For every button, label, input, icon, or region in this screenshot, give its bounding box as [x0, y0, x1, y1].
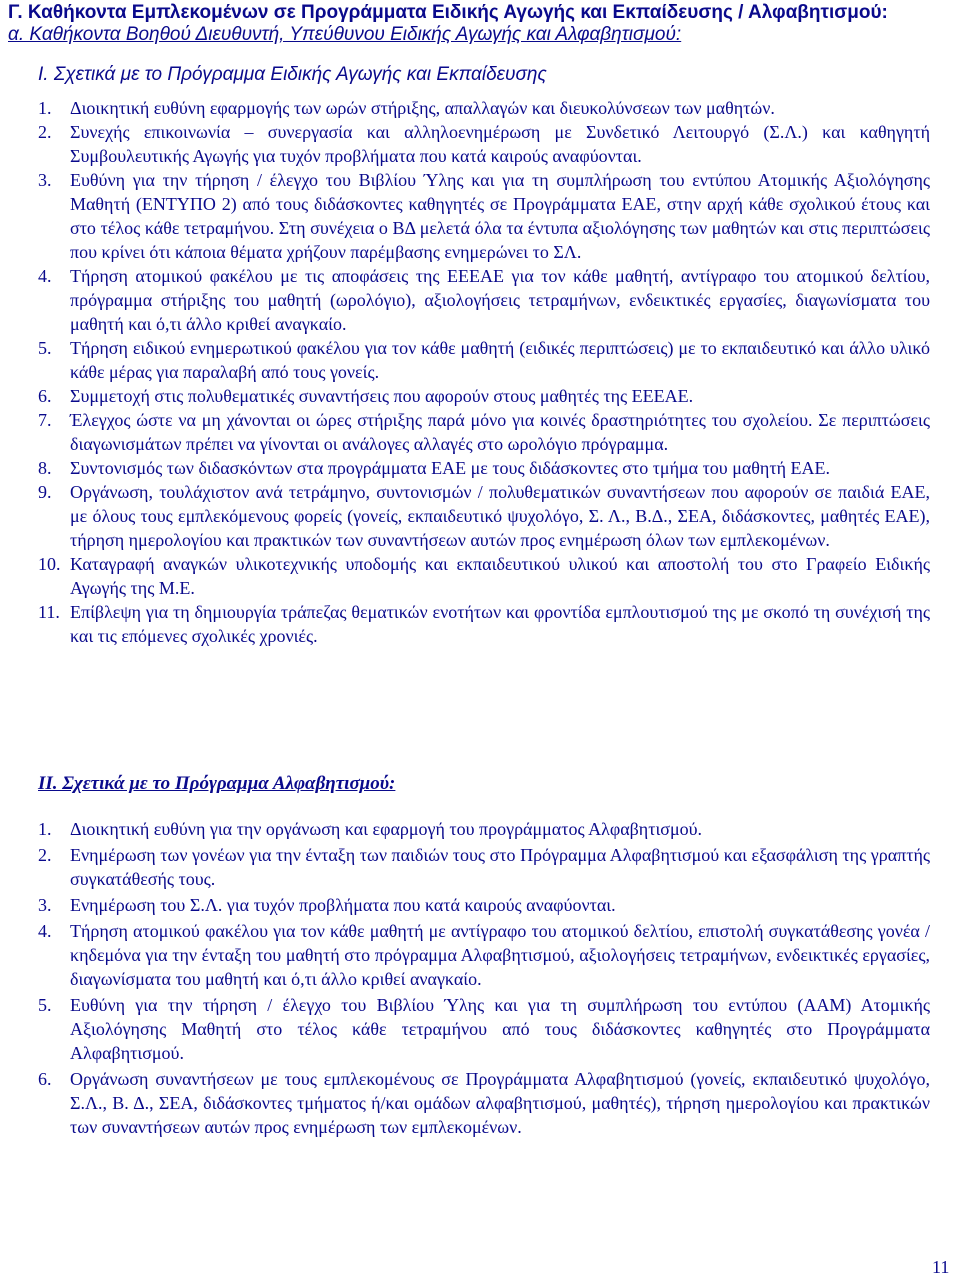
list-item-text: Οργάνωση συναντήσεων με τους εμπλεκομένους σε Προγράμματα Αλφαβητισμού (γονείς, εκπαιδευτικό ψυχολόγο, Σ.Λ., Β. Δ., ΣΕΑ, διδάσκοντες τμήματος ή/και ομάδων αλφαβητισμού, μαθητές), τήρηση ημερολογίου και πρακτικών των συναντήσεων αυτών προς ενημέρωση των εμπλεκομένων. [70, 1069, 930, 1137]
list-item-text: Καταγραφή αναγκών υλικοτεχνικής υποδομής και εκπαιδευτικού υλικού και αποστολή του στο Γραφείο Ειδικής Αγωγής της Μ.Ε. [70, 554, 930, 598]
list-item-text: Συντονισμός των διδασκόντων στα προγράμματα ΕΑΕ με τους διδάσκοντες στο τμήμα του μαθητή ΕΑΕ. [70, 458, 830, 478]
list-item-number: 1. [38, 819, 52, 839]
list-item-number: 7. [38, 410, 52, 430]
list-item-text: Διοικητική ευθύνη εφαρμογής των ωρών στήριξης, απαλλαγών και διευκολύνσεων των μαθητών. [70, 98, 775, 118]
list-item-number: 2. [38, 845, 52, 865]
list-item-text: Επίβλεψη για τη δημιουργία τράπεζας θεματικών ενοτήτων και φροντίδα εμπλουτισμού της με σκοπό τη συνέχισή της και τις επόμενες σχολικές χρονιές. [70, 602, 930, 646]
list-item [38, 1067, 930, 1139]
list-item [38, 843, 930, 891]
list-item [38, 480, 930, 552]
list-item [38, 993, 930, 1065]
list-item-number: 3. [38, 895, 52, 915]
list-item-number: 10. [38, 554, 61, 574]
list-item [38, 893, 930, 917]
list-item [38, 384, 930, 408]
list-item [38, 456, 930, 480]
list-item-number: 1. [38, 98, 52, 118]
list-item [38, 408, 930, 456]
section-heading-special-education: Ι. Σχετικά με το Πρόγραμμα Ειδικής Αγωγής και Εκπαίδευσης [38, 64, 547, 85]
list-item [38, 336, 930, 384]
list-item [38, 168, 930, 264]
list-item-number: 6. [38, 386, 52, 406]
list-item-number: 9. [38, 482, 52, 502]
list-item-text: Διοικητική ευθύνη για την οργάνωση και εφαρμογή του προγράμματος Αλφαβητισμού. [70, 819, 703, 839]
list-item [38, 919, 930, 991]
list-item [38, 817, 930, 841]
list-item-number: 2. [38, 122, 52, 142]
document-title: Γ. Καθήκοντα Εμπλεκομένων σε Προγράμματα Ειδικής Αγωγής και Εκπαίδευσης / Αλφαβητισμού: [8, 2, 888, 23]
list-item-text: Τήρηση ειδικού ενημερωτικού φακέλου για τον κάθε μαθητή (ειδικές περιπτώσεις) με το εκπαιδευτικό και άλλο υλικό κάθε μέρας για παραλαβή από τους γονείς. [70, 338, 930, 382]
list-item-number: 11. [38, 602, 60, 622]
literacy-duties-list [38, 817, 930, 1141]
list-item-text: Ευθύνη για την τήρηση / έλεγχο του Βιβλίου Ύλης και για τη συμπλήρωση του εντύπου Ατομικής Αξιολόγησης Μαθητή (ΕΝΤΥΠΟ 2) από τους διδάσκοντες καθηγητές σε Προγράμματα ΕΑΕ, στην αρχή κάθε σχολικού έτους και στο τέλος κάθε τετραμήνου. Στη συνέχεια ο ΒΔ μελετά όλα τα έντυπα αξιολόγησης των μαθητών και στις περιπτώσεις που κρίνει ότι κάποια θέματα χρήζουν παρέμβασης ενημερώνει το ΣΛ. [70, 170, 930, 262]
list-item-text: Τήρηση ατομικού φακέλου με τις αποφάσεις της ΕΕΕΑΕ για τον κάθε μαθητή, αντίγραφο του ατομικού δελτίου, πρόγραμμα στήριξης του μαθητή (ωρολόγιο), αξιολογήσεις τετραμήνων, ενδεικτικές εργασίες, διαγωνίσματα του μαθητή και ό,τι άλλο κριθεί αναγκαίο. [70, 266, 930, 334]
section-heading-literacy: ΙΙ. Σχετικά με το Πρόγραμμα Αλφαβητισμού: [38, 773, 396, 794]
list-item [38, 552, 930, 600]
list-item-number: 5. [38, 338, 52, 358]
list-item [38, 96, 930, 120]
list-item-number: 5. [38, 995, 52, 1015]
special-education-duties-list [38, 96, 930, 648]
list-item-number: 4. [38, 921, 52, 941]
list-item-text: Έλεγχος ώστε να μη χάνονται οι ώρες στήριξης παρά μόνο για κοινές δραστηριότητες του σχολείου. Σε περιπτώσεις διαγωνισμάτων πρέπει να γίνονται οι ανάλογες αλλαγές στο ωρολόγιο πρόγραμμα. [70, 410, 930, 454]
document-subtitle: α. Καθήκοντα Βοηθού Διευθυντή, Υπεύθυνου Ειδικής Αγωγής και Αλφαβητισμού: [8, 24, 682, 45]
list-item-text: Τήρηση ατομικού φακέλου για τον κάθε μαθητή με αντίγραφο του ατομικού δελτίου, επιστολή συγκατάθεσης γονέα / κηδεμόνα για την ένταξη του μαθητή στο πρόγραμμα Αλφαβητισμού, αξιολογήσεις τετραμήνων, ενδεικτικές εργασίες, διαγωνίσματα του μαθητή και ό,τι άλλο κριθεί αναγκαίο. [70, 921, 930, 989]
list-item [38, 600, 930, 648]
list-item-number: 8. [38, 458, 52, 478]
list-item-text: Οργάνωση, τουλάχιστον ανά τετράμηνο, συντονισμών / πολυθεματικών συναντήσεων που αφορούν σε παιδιά ΕΑΕ, με όλους τους εμπλεκόμενους φορείς (γονείς, εκπαιδευτικό ψυχολόγο, Σ. Λ., Β.Δ., ΣΕΑ, διδάσκοντες, μαθητές ΕΑΕ), τήρηση ημερολογίου και πρακτικών των συναντήσεων αυτών προς ενημέρωση όλων των εμπλεκομένων. [70, 482, 930, 550]
list-item-text: Ενημέρωση των γονέων για την ένταξη των παιδιών τους στο Πρόγραμμα Αλφαβητισμού και εξασφάλιση της γραπτής συγκατάθεσής τους. [70, 845, 930, 889]
list-item [38, 120, 930, 168]
list-item-text: Συνεχής επικοινωνία – συνεργασία και αλληλοενημέρωση με Συνδετικό Λειτουργό (Σ.Λ.) και καθηγητή Συμβουλευτικής Αγωγής για τυχόν προβλήματα που κατά καιρούς αναφύονται. [70, 122, 930, 166]
list-item [38, 264, 930, 336]
list-item-text: Συμμετοχή στις πολυθεματικές συναντήσεις που αφορούν στους μαθητές της ΕΕΕΑΕ. [70, 386, 694, 406]
list-item-number: 6. [38, 1069, 52, 1089]
list-item-text: Ευθύνη για την τήρηση / έλεγχο του Βιβλίου Ύλης και για τη συμπλήρωση του εντύπου (ΑΑΜ) Ατομικής Αξιολόγησης Μαθητή στο τέλος κάθε τετραμήνου από τους διδάσκοντες καθηγητές στο Προγράμματα Αλφαβητισμού. [70, 995, 930, 1063]
list-item-number: 4. [38, 266, 52, 286]
page-number: 11 [932, 1257, 950, 1277]
list-item-text: Ενημέρωση του Σ.Λ. για τυχόν προβλήματα που κατά καιρούς αναφύονται. [70, 895, 616, 915]
list-item-number: 3. [38, 170, 52, 190]
